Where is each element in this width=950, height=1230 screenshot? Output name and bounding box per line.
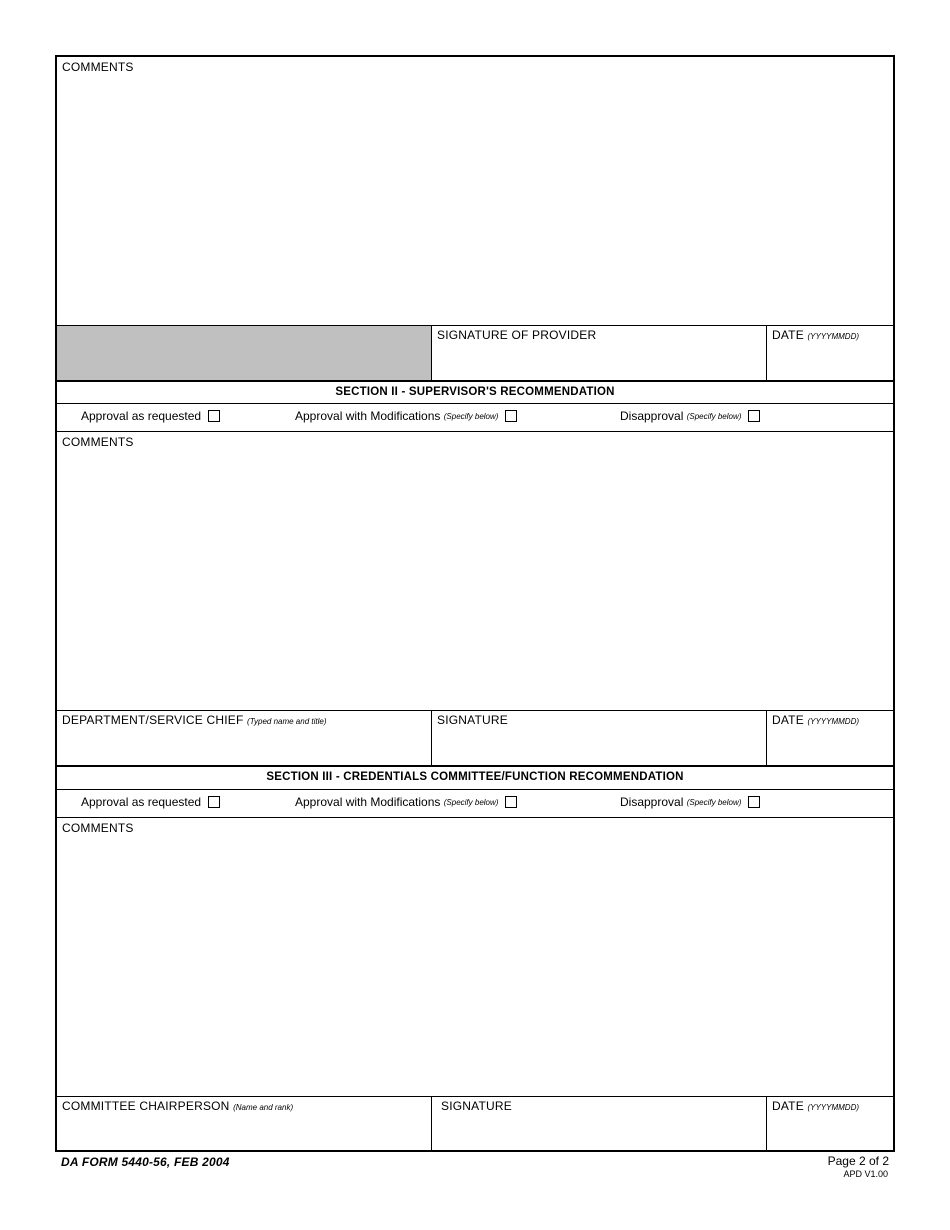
chief-name-field[interactable]: [57, 711, 431, 765]
s2-disapproval-option: [620, 409, 760, 423]
chairperson-signature-field[interactable]: [431, 1097, 766, 1150]
section-3-options: [57, 789, 893, 817]
chairperson-date-field[interactable]: [766, 1097, 893, 1150]
provider-signature-row: [57, 325, 893, 380]
signature-label: SIGNATURE: [441, 1099, 512, 1113]
s2-modifications-label: Approval with Modifications: [295, 409, 441, 423]
provider-signature-field[interactable]: [431, 326, 766, 380]
signature-label: SIGNATURE: [437, 713, 508, 727]
s2-modifications-checkbox[interactable]: [505, 410, 517, 422]
shaded-block: [57, 326, 431, 380]
date-label: DATE (YYYYMMDD): [772, 713, 860, 727]
s3-disapproval-note: (Specify below): [686, 797, 742, 807]
chief-signature-row: [57, 710, 893, 765]
s3-modifications-note: (Specify below): [443, 797, 499, 807]
chairperson-signature-row: [57, 1096, 893, 1150]
s3-disapproval-option: [620, 795, 760, 809]
chief-label: DEPARTMENT/SERVICE CHIEF (Typed name and title): [62, 713, 327, 727]
provider-date-field[interactable]: [766, 326, 893, 380]
s3-modifications-checkbox[interactable]: [505, 796, 517, 808]
s3-approval-option: [81, 795, 220, 809]
provider-comments-field[interactable]: [57, 57, 893, 325]
comments-label: COMMENTS: [62, 435, 134, 449]
form-version: APD V1.00: [843, 1169, 888, 1179]
s3-approval-checkbox[interactable]: [208, 796, 220, 808]
comments-label: COMMENTS: [62, 821, 134, 835]
signature-of-provider-label: SIGNATURE OF PROVIDER: [437, 328, 597, 342]
s3-modifications-label: Approval with Modifications: [295, 795, 441, 809]
section-3-header: [57, 765, 893, 789]
section-2-header: [57, 380, 893, 403]
section-3-title: SECTION III - CREDENTIALS COMMITTEE/FUNCTION RECOMMENDATION: [266, 771, 684, 783]
s3-approval-label: Approval as requested: [81, 795, 202, 809]
s2-approval-label: Approval as requested: [81, 409, 202, 423]
section-2-options: [57, 403, 893, 431]
s2-modifications-option: [295, 409, 517, 423]
s3-modifications-option: [295, 795, 517, 809]
s2-disapproval-checkbox[interactable]: [748, 410, 760, 422]
section-2-title: SECTION II - SUPERVISOR'S RECOMMENDATION: [335, 386, 615, 398]
comments-label: COMMENTS: [62, 60, 134, 74]
chairperson-name-field[interactable]: [57, 1097, 431, 1150]
form-frame: [55, 55, 895, 1152]
chief-date-field[interactable]: [766, 711, 893, 765]
committee-comments-field[interactable]: [57, 817, 893, 1096]
supervisor-comments-field[interactable]: [57, 431, 893, 710]
s2-modifications-note: (Specify below): [443, 411, 499, 421]
chief-signature-field[interactable]: [431, 711, 766, 765]
date-label: DATE (YYYYMMDD): [772, 1099, 860, 1113]
s2-disapproval-label: Disapproval: [620, 409, 684, 423]
s2-disapproval-note: (Specify below): [686, 411, 742, 421]
date-label: DATE (YYYYMMDD): [772, 328, 860, 342]
page-number: Page 2 of 2: [827, 1154, 889, 1168]
s2-approval-checkbox[interactable]: [208, 410, 220, 422]
s2-approval-option: [81, 409, 220, 423]
form-id: DA FORM 5440-56, FEB 2004: [61, 1155, 230, 1169]
s3-disapproval-label: Disapproval: [620, 795, 684, 809]
chairperson-label: COMMITTEE CHAIRPERSON (Name and rank): [62, 1099, 294, 1113]
s3-disapproval-checkbox[interactable]: [748, 796, 760, 808]
